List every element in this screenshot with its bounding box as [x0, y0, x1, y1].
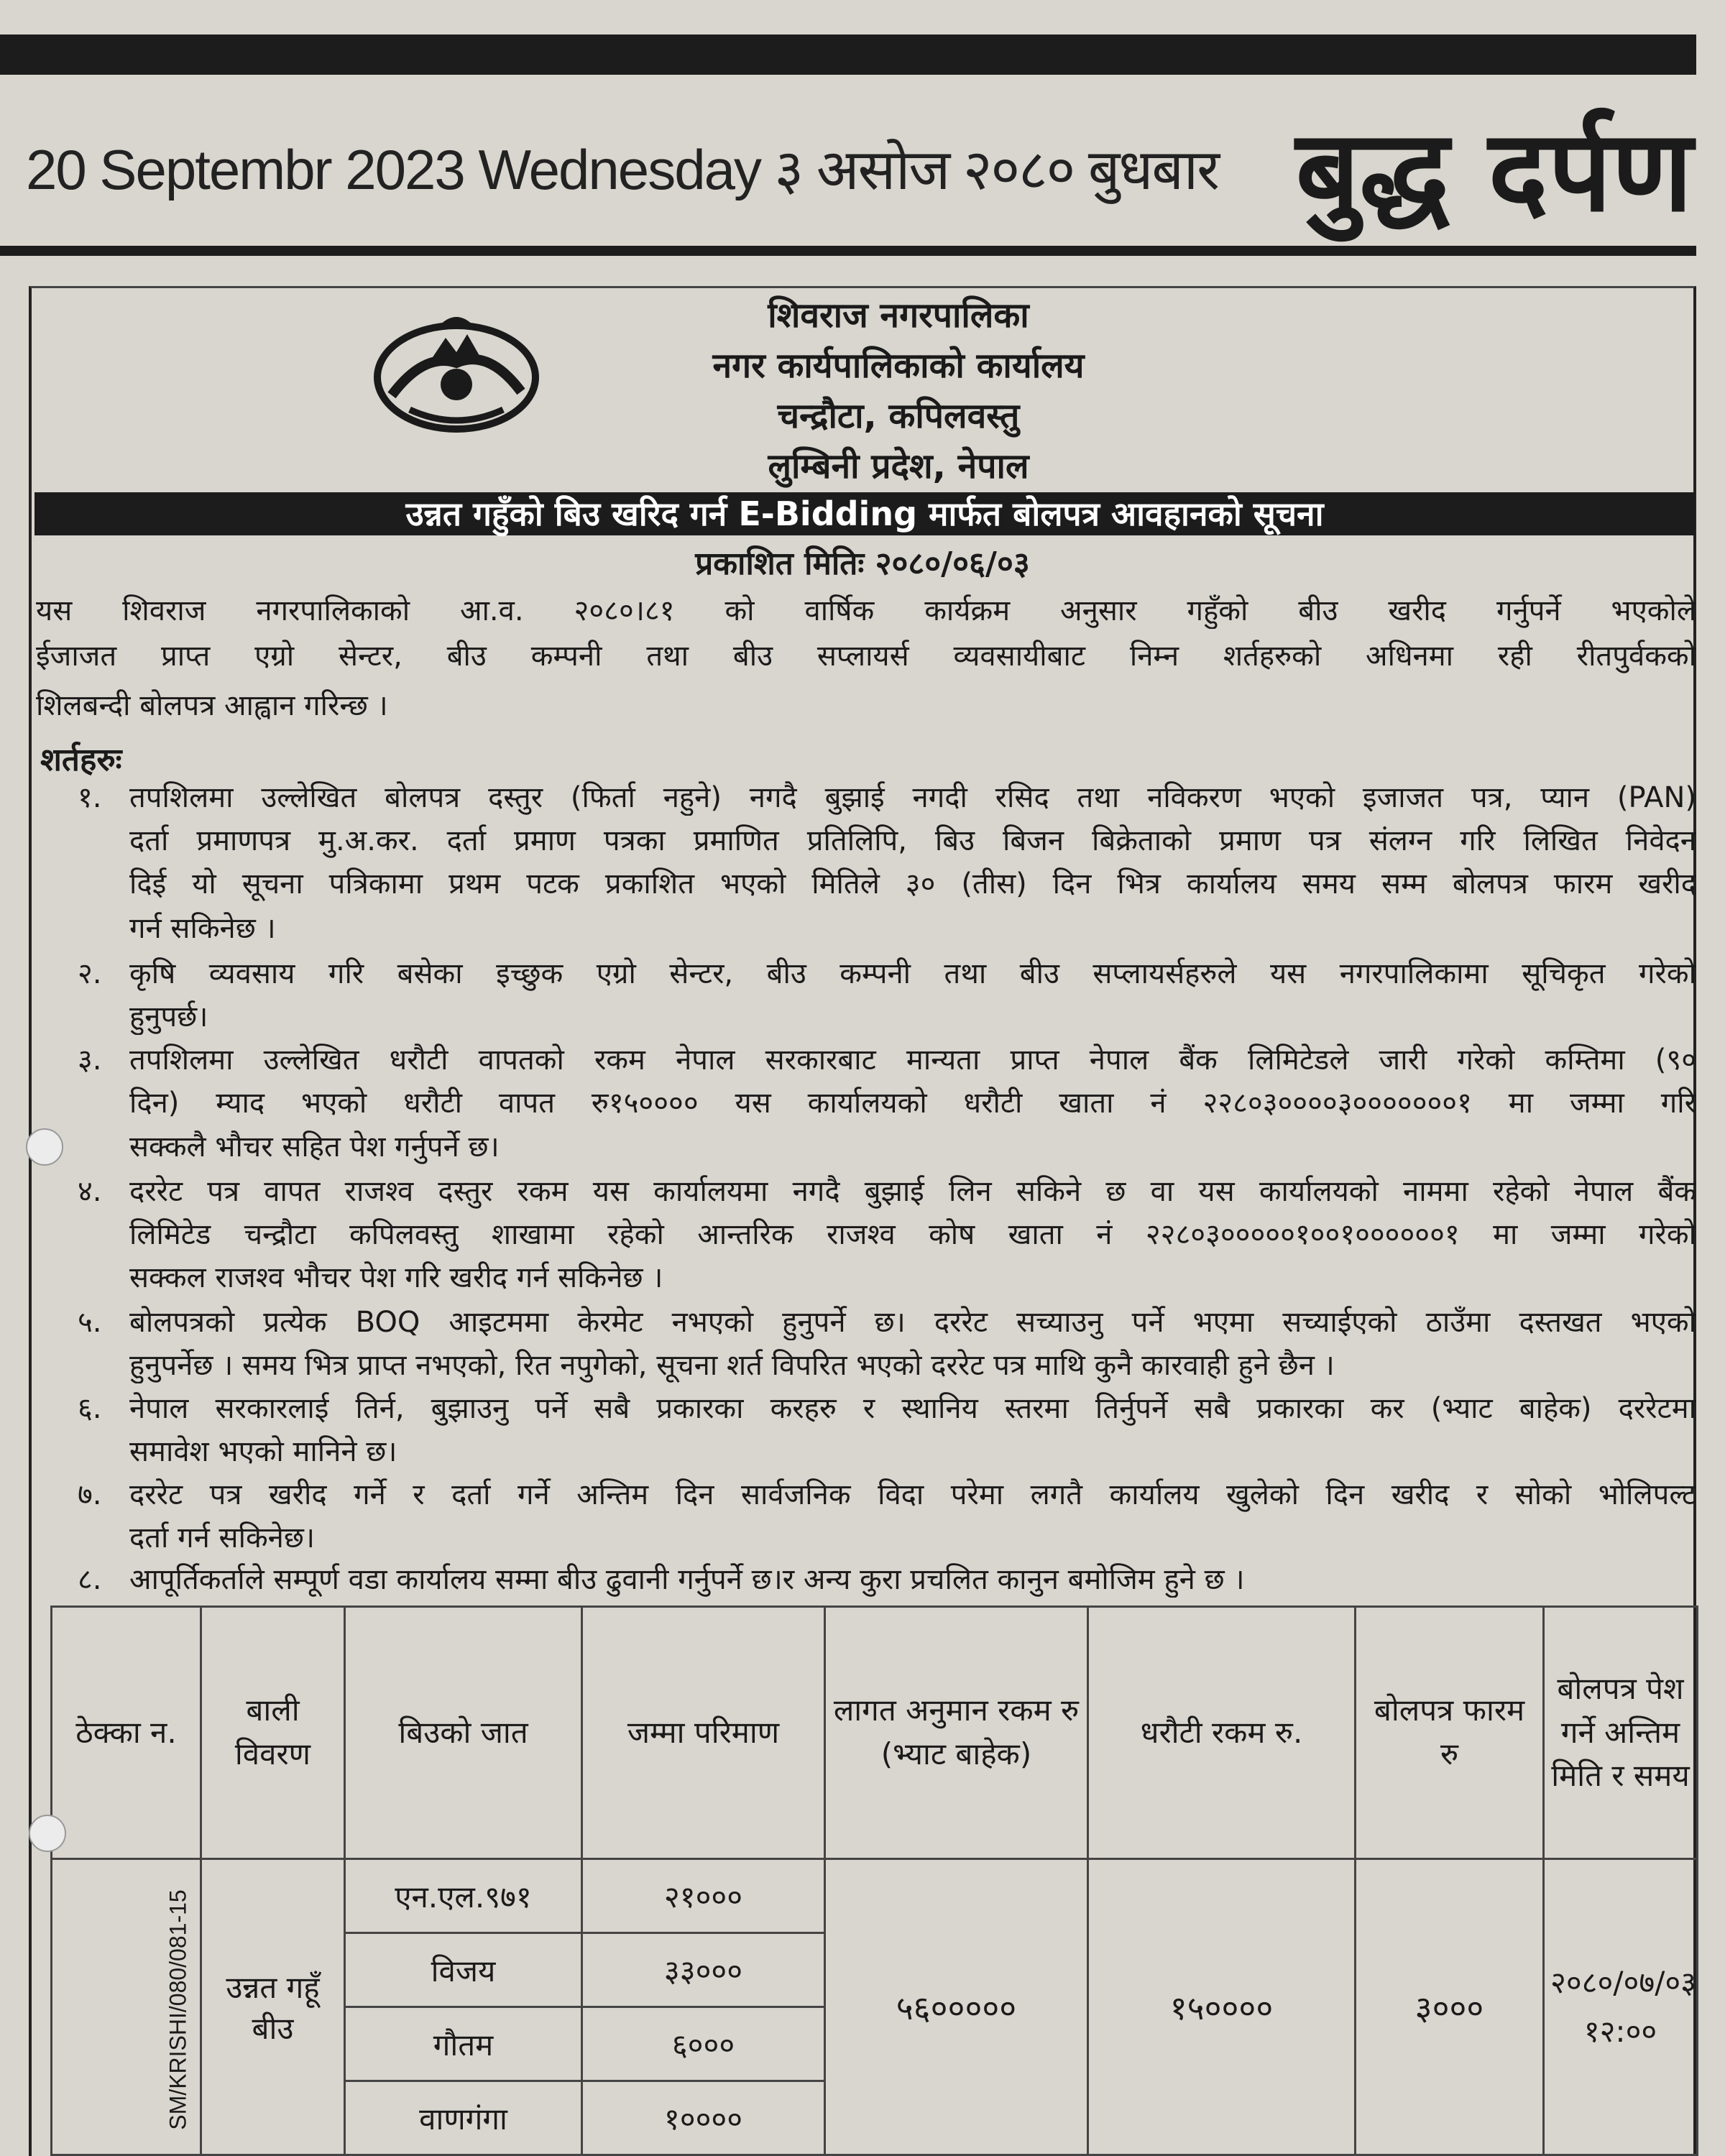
header-deadline: बोलपत्र पेश गर्ने अन्तिम मिति र समय	[1544, 1607, 1698, 1859]
office-name: शिवराज नगरपालिका	[768, 295, 1029, 336]
condition-line: तपशिलमा उल्लेखित बोलपत्र दस्तुर (फिर्ता नहुने) नगदै बुझाई नगदी रसिद तथा नविकरण भएको इजाजत पत्र, प्यान (PAN)	[129, 781, 1696, 814]
conditions-heading: शर्तहरुः	[40, 742, 122, 778]
contract-no: SM/KRISHI/080/081-15	[165, 1889, 191, 2130]
condition-line: लिमिटेड चन्द्रौटा कपिलवस्तु शाखामा रहेको आन्तरिक राजश्व कोष खाता नं २२८०३०००००१००१००००००१ मा जम्मा गरेको	[129, 1218, 1696, 1251]
variety-quantity: २१०००	[582, 1859, 825, 1933]
condition-line: दररेट पत्र खरीद गर्ने र दर्ता गर्ने अन्तिम दिन सार्वजनिक विदा परेमा लगतै कार्यालय खुलेको दिन खरीद र सोको भोलिपल्ट	[129, 1478, 1696, 1511]
condition-number: ६.	[78, 1392, 102, 1425]
variety-quantity: १००००	[582, 2081, 825, 2155]
condition-number: ५.	[78, 1306, 102, 1339]
condition-line: समावेश भएको मानिने छ।	[129, 1435, 397, 1468]
table-header-row	[52, 1607, 1698, 1859]
condition-line: सक्कल राजश्व भौचर पेश गरि खरीद गर्न सकिनेछ ।	[129, 1261, 663, 1294]
condition-line: दिई यो सूचना पत्रिकामा प्रथम पटक प्रकाशित भएको मितिले ३० (तीस) दिन भित्र कार्यालय समय सम्म बोलपत्र फारम खरीद	[129, 867, 1696, 900]
variety-quantity: ३३०००	[582, 1933, 825, 2007]
header-estimate: लागत अनुमान रकम रु (भ्याट बाहेक)	[825, 1607, 1088, 1859]
condition-line: दिन) म्याद भएको धरौटी वापत रु१५०००० यस कार्यालयको धरौटी खाता नं २२८०३००००३०००००००१ मा जम्मा गरि	[129, 1087, 1696, 1120]
variety-name: गौतम	[345, 2007, 582, 2081]
punch-hole	[29, 1815, 66, 1852]
deadline-cell: २०८०/०७/०३ १२:००	[1544, 1859, 1698, 2155]
condition-line: दर्ता प्रमाणपत्र मु.अ.कर. दर्ता प्रमाण पत्रका प्रमाणित प्रतिलिपि, बिउ बिजन बिक्रेताको प्रमाण पत्र संलग्न गरि लिखित निवेदन	[129, 824, 1696, 857]
variety-name: एन.एल.९७१	[345, 1859, 582, 1933]
bid-details-table	[50, 1606, 1698, 2156]
condition-line: दररेट पत्र वापत राजश्व दस्तुर रकम यस कार्यालयमा नगदै बुझाई लिन सकिने छ वा यस कार्यालयको नाममा रहेको नेपाल बैंक	[129, 1175, 1696, 1208]
contract-no-cell	[52, 1859, 201, 2155]
condition-number: ४.	[78, 1175, 102, 1208]
condition-line: आपूर्तिकर्ताले सम्पूर्ण वडा कार्यालय सम्मा बीउ ढुवानी गर्नुपर्ने छ।र अन्य कुरा प्रचलित कानुन बमोजिम हुने छ ।	[129, 1563, 1245, 1596]
condition-number: ३.	[78, 1044, 102, 1077]
office-department: नगर कार्यपालिकाको कार्यालय	[712, 346, 1085, 386]
header-variety: बिउको जात	[345, 1607, 582, 1859]
condition-line: कृषि व्यवसाय गरि बसेका इच्छुक एग्रो सेन्टर, बीउ कम्पनी तथा बीउ सप्लायर्सहरुले यस नगरपालिकामा सूचिकृत गरेको	[129, 957, 1696, 990]
condition-line: गर्न सकिनेछ ।	[129, 912, 276, 945]
form-fee-cell: ३०००	[1356, 1859, 1544, 2155]
condition-number: ७.	[78, 1478, 102, 1511]
notice-title: उन्नत गहुँको बिउ खरिद गर्न E-Bidding मार्फत बोलपत्र आवहानको सूचना	[34, 492, 1695, 535]
masthead-bottom-rule	[0, 246, 1696, 256]
table-row	[52, 1859, 1698, 1933]
header-deposit: धरौटी रकम रु.	[1088, 1607, 1356, 1859]
condition-line: सक्कलै भौचर सहित पेश गर्नुपर्ने छ।	[129, 1130, 500, 1164]
condition-line: हुनुपर्नेछ । समय भित्र प्राप्त नभएको, रित नपुगेको, सूचना शर्त विपरित भएको दररेट पत्र माथि कुनै कारवाही हुने छैन ।	[129, 1349, 1335, 1382]
intro-line: शिलबन्दी बोलपत्र आह्वान गरिन्छ ।	[36, 689, 388, 722]
header-form-fee: बोलपत्र फारम रु	[1356, 1607, 1544, 1859]
masthead-top-rule	[0, 34, 1696, 75]
condition-line: तपशिलमा उल्लेखित धरौटी वापतको रकम नेपाल सरकारबाट मान्यता प्राप्त नेपाल बैंक लिमिटेडले जारी गरेको कम्तिमा (९०	[129, 1044, 1696, 1077]
header-quantity: जम्मा परिमाण	[582, 1607, 825, 1859]
intro-line: ईजाजत प्राप्त एग्रो सेन्टर, बीउ कम्पनी तथा बीउ सप्लायर्स व्यवसायीबाट निम्न शर्तहरुको अधिनमा रही रीतपुर्वकको	[36, 640, 1696, 673]
office-address: चन्द्रौटा, कपिलवस्तु	[777, 396, 1020, 436]
condition-number: ८.	[78, 1563, 102, 1596]
condition-number: १.	[78, 781, 102, 814]
variety-quantity: ६०००	[582, 2007, 825, 2081]
estimate-cell: ५६०००००	[825, 1859, 1088, 2155]
condition-line: नेपाल सरकारलाई तिर्न, बुझाउनु पर्ने सबै प्रकारका करहरु र स्थानिय स्तरमा तिर्नुपर्ने सबै प्रकारका कर (भ्याट बाहेक) दररेटमा	[129, 1392, 1696, 1425]
condition-number: २.	[78, 957, 102, 990]
condition-line: बोलपत्रको प्रत्येक BOQ आइटममा केरमेट नभएको हुनुपर्ने छ। दररेट सच्याउनु पर्ने भएमा सच्याईएको ठाउँमा दस्तखत भएको	[129, 1306, 1696, 1339]
header-contract-no: ठेक्का न.	[52, 1607, 201, 1859]
office-province: लुम्बिनी प्रदेश, नेपाल	[768, 446, 1029, 487]
condition-line: दर्ता गर्न सकिनेछ।	[129, 1521, 316, 1554]
variety-name: वाणगंगा	[345, 2081, 582, 2155]
published-date: प्रकाशित मितिः २०८०/०६/०३	[695, 545, 1030, 582]
masthead-date: 20 Septembr 2023 Wednesday ३ असोज २०८० बुधबार	[26, 138, 1218, 201]
newspaper-name: बुद्ध दर्पण	[1295, 106, 1693, 236]
intro-line: यस शिवराज नगरपालिकाको आ.व. २०८०।८१ को वार्षिक कार्यक्रम अनुसार गहुँको बीउ खरीद गर्नुपर्ने भएकोले	[36, 594, 1696, 627]
variety-name: विजय	[345, 1933, 582, 2007]
crop-cell: उन्नत गहूँ बीउ	[201, 1859, 345, 2155]
deposit-cell: १५००००	[1088, 1859, 1356, 2155]
header-crop: बाली विवरण	[201, 1607, 345, 1859]
punch-hole	[26, 1128, 63, 1166]
condition-line: हुनुपर्छ।	[129, 1000, 208, 1033]
